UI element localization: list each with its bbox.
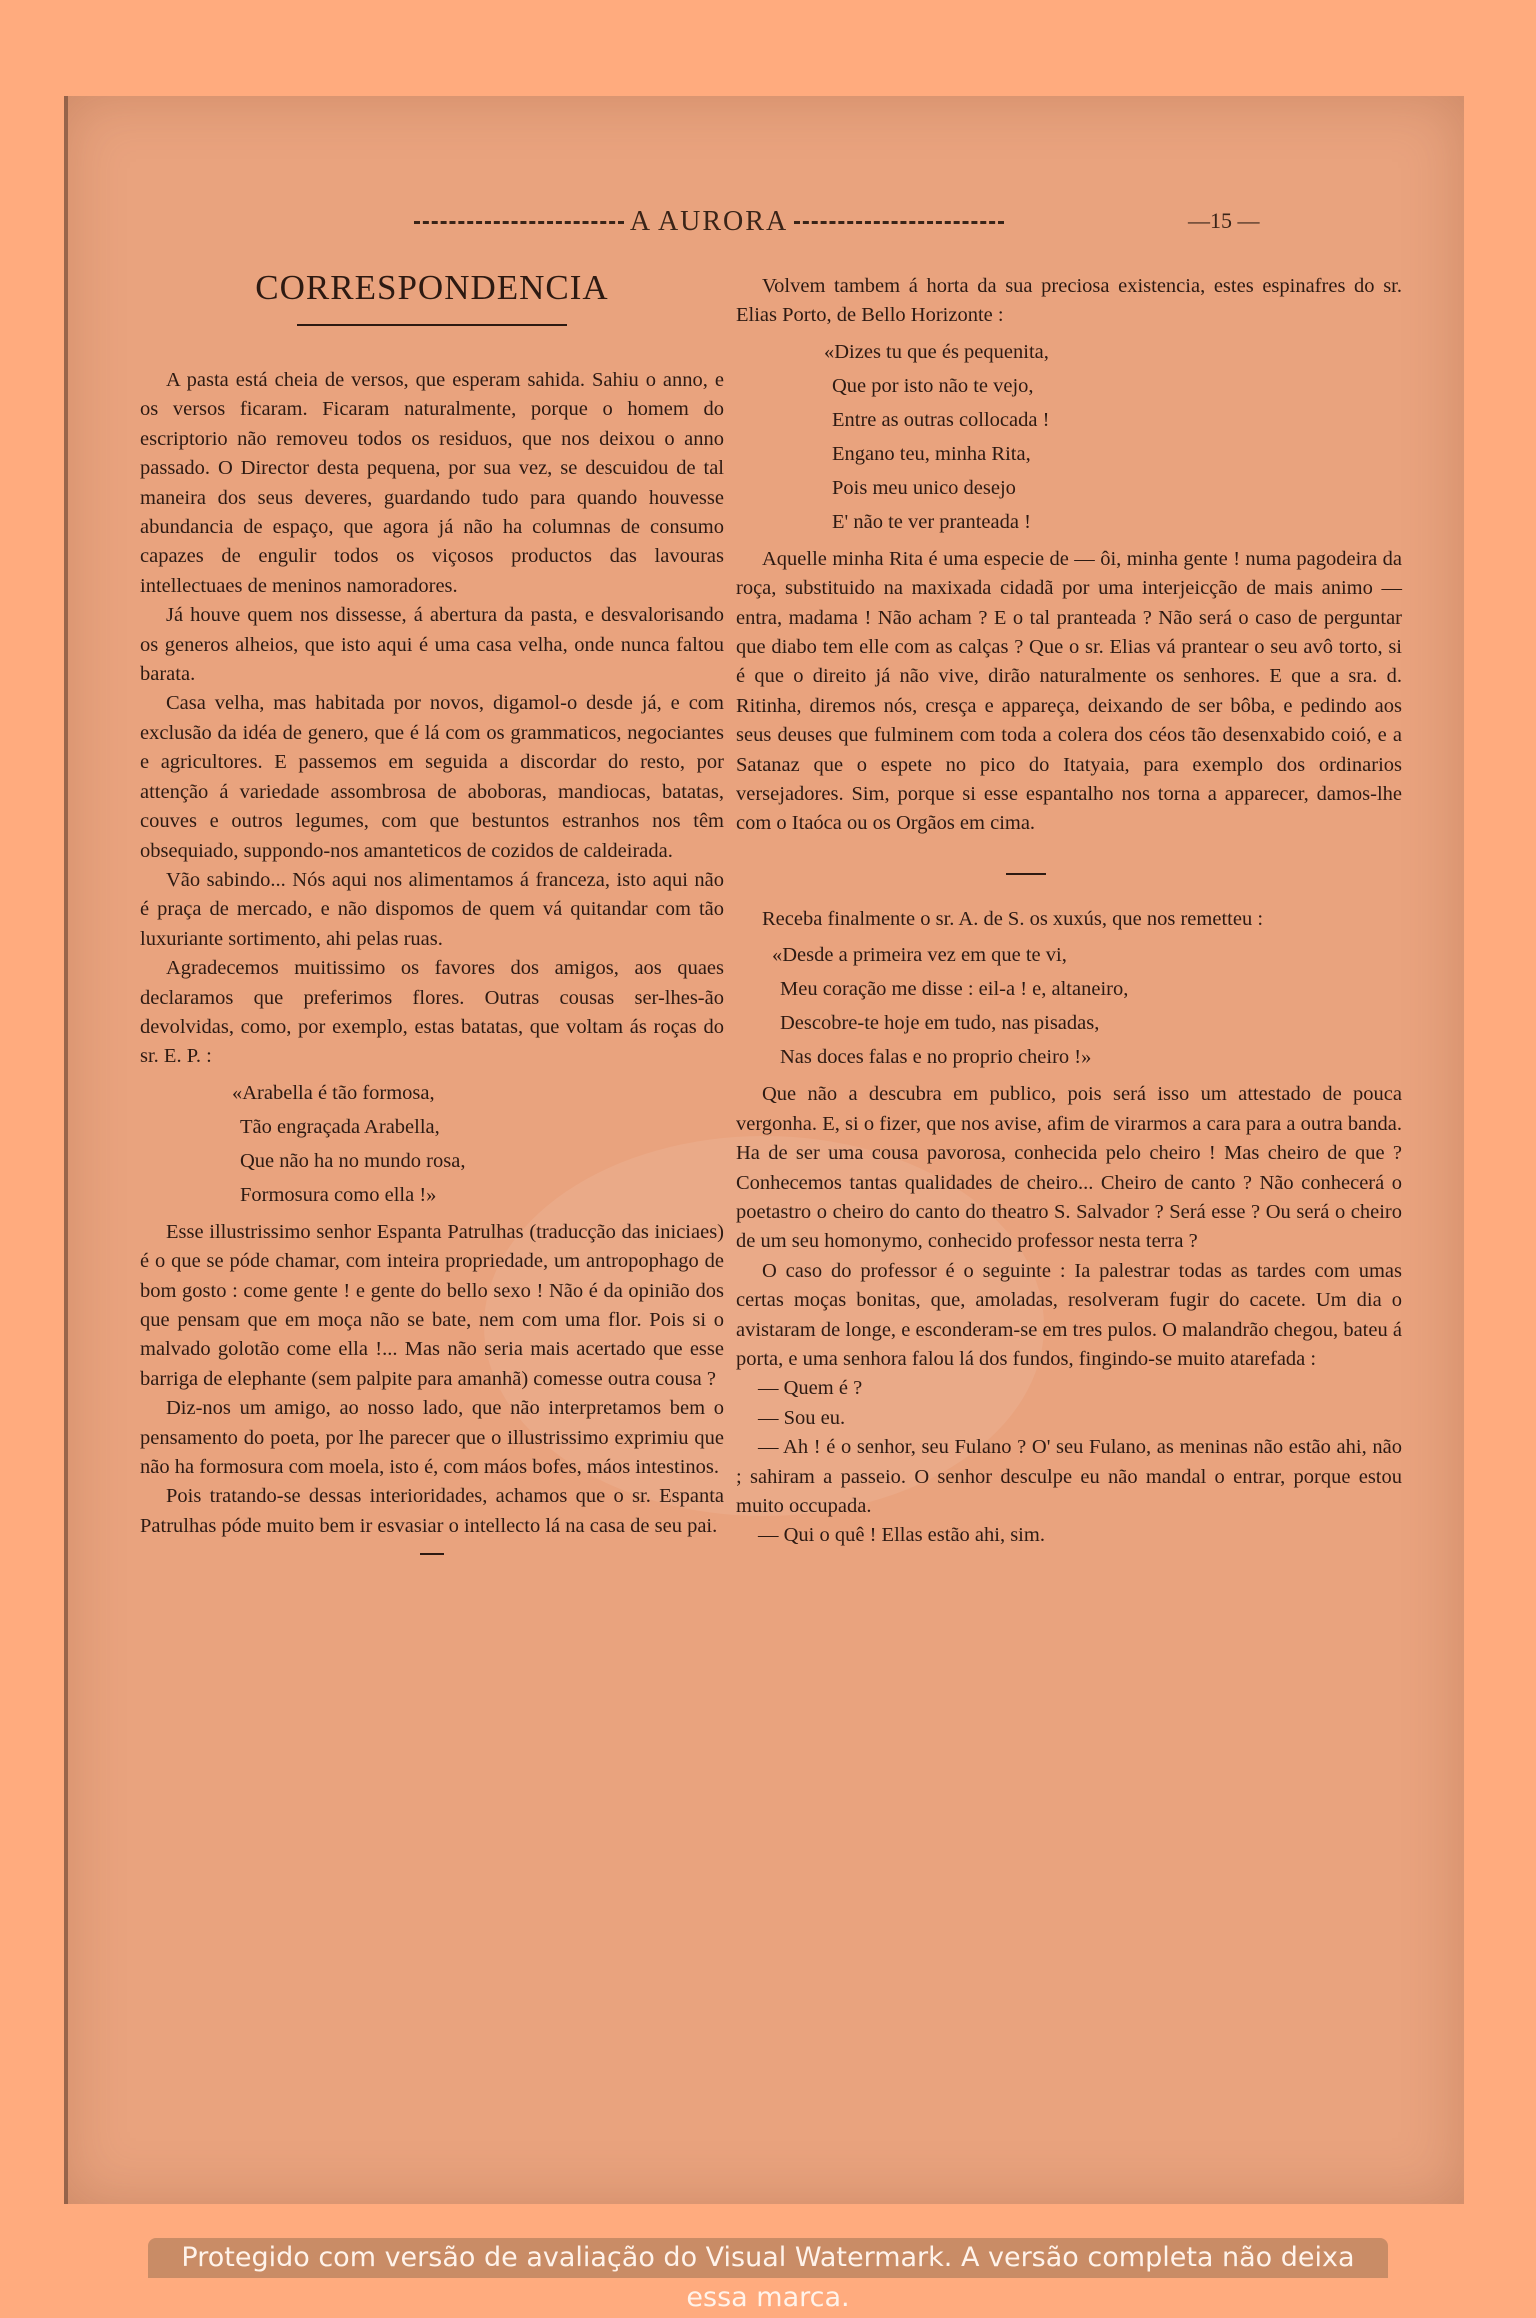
verse-line: Que não ha no mundo rosa, — [240, 1149, 466, 1172]
paragraph: Pois tratando-se dessas interioridades, achamos que o sr. Espanta Patrulhas póde muito bem ir esvasiar o intellecto lá na casa de seu pai. — [140, 1485, 724, 1537]
verse-line: «Arabella é tão formosa, — [232, 1081, 435, 1104]
newspaper-page — [64, 96, 1464, 2204]
verse-line: Descobre-te hoje em tudo, nas pisadas, — [780, 1012, 1100, 1035]
title-rule — [297, 324, 567, 326]
verse-line: Tão engraçada Arabella, — [240, 1115, 440, 1138]
watermark-banner: Protegido com versão de avaliação do Visual Watermark. A versão completa não deixa essa marca. — [148, 2238, 1388, 2278]
verse-line: Meu coração me disse : eil-a ! e, altaneiro, — [780, 978, 1129, 1001]
paragraph: Diz-nos um amigo, ao nosso lado, que não interpretamos bem o pensamento do poeta, por lhe parecer que o illustrissimo exprimiu que não ha formosura com moela, isto é, com máos bofes, máos intestinos. — [140, 1397, 724, 1478]
masthead-rule-right — [794, 221, 1004, 224]
verse-block — [232, 1076, 724, 1212]
right-column — [736, 272, 1402, 1551]
paragraph: Vão sabindo... Nós aqui nos alimentamos á franceza, isto aqui não é praça de mercado, e não dispomos de quem vá quitandar com tão luxuriante sortimento, ahi pelas ruas. — [140, 868, 724, 950]
paragraph: Volvem tambem á horta da sua preciosa existencia, estes espinafres do sr. Elias Porto, de Bello Horizonte : — [736, 275, 1402, 327]
paragraph: Esse illustrissimo senhor Espanta Patrulhas (traducção das iniciaes) é o que se póde chamar, com inteira propriedade, um antropophago de bom gosto : come gente ! e gente do bello sexo ! Não é da opinião dos que pensam que em moça não se bate, nem com uma flor. Pois si o malvado golotão come ella !... Mas não seria mais acertado que esse barriga de elephante (sem palpite para amanhã) comesse outra cousa ? — [140, 1220, 724, 1390]
masthead-rule-left — [414, 221, 624, 224]
masthead — [414, 206, 1004, 238]
verse-line: «Desde a primeira vez em que te vi, — [772, 944, 1067, 967]
paragraph: Aquelle minha Rita é uma especie de — ôi, minha gente ! numa pagodeira da roça, substituido na maxixada cidadã por uma interjeicção de mais animo —entra, madama ! Não acham ? E o tal pranteada ? Não será o caso de perguntar que diabo tem elle com as calças ? Que o sr. Elias vá prantear o seu avô torto, si é que o direito já não vive, dirão naturalmente os senhores. E que a sra. d. Ritinha, diremos nós, cresça e appareça, deixando de ser bôba, e pedindo aos seus deuses que fulminem com toda a colera dos céos tão desenxabido coió, e a Satanaz que o espete no pico do Itatyaia, para exemplo dos ordinarios versejadores. Sim, porque si esse espantalho nos torna a apparecer, damos-lhe com o Itaóca ou os Orgãos em cima. — [736, 547, 1402, 835]
verse-line: Nas doces falas e no proprio cheiro !» — [780, 1046, 1092, 1069]
dialog-line: — Sou eu. — [758, 1406, 846, 1429]
dialog-line: — Quem é ? — [758, 1377, 863, 1400]
verse-block — [824, 335, 1402, 539]
dialog-line: — Qui o quê ! Ellas estão ahi, sim. — [758, 1524, 1045, 1547]
paragraph: Casa velha, mas habitada por novos, digamol-o desde já, e com exclusão da idéa de genero, que é lá com os grammaticos, negociantes e agricultores. E passemos em seguida a discordar do resto, por attenção á variedade assombrosa de aboboras, mandiocas, batatas, couves e outros legumes, com que bestuntos estranhos nos têm obsequiado, suppondo-nos amanteticos de cozidos de caldeirada. — [140, 692, 724, 862]
verse-block — [772, 938, 1402, 1074]
verse-line: «Dizes tu que és pequenita, — [824, 340, 1049, 363]
masthead-title: A AURORA — [629, 206, 789, 237]
verse-line: E' não te ver pranteada ! — [832, 510, 1031, 533]
verse-line: Entre as outras collocada ! — [832, 408, 1050, 431]
verse-line: Formosura como ella !» — [240, 1183, 437, 1206]
page-header — [64, 206, 1464, 246]
page-number: —15 — — [1188, 208, 1260, 233]
dialog-line: — Ah ! é o senhor, seu Fulano ? O' seu Fulano, as meninas não estão ahi, não ; sahiram a passeio. O senhor desculpe eu não mandal o entrar, porque estou muito occupada. — [736, 1436, 1402, 1517]
verse-line: Engano teu, minha Rita, — [832, 442, 1031, 465]
paragraph: Que não a descubra em publico, pois será isso um attestado de pouca vergonha. E, si o fizer, que nos avise, afim de virarmos a cara para a outra banda. Ha de ser uma cousa pavorosa, conhecida pelo cheiro ! Mas cheiro de que ? Conhecemos tantas qualidades de cheiro... Cheiro de canto ? Não conhecerá o poetastro o cheiro do canto do theatro S. Salvador ? Será esse ? Ou será o cheiro de um seu homonymo, conhecido professor nesta terra ? — [736, 1083, 1402, 1253]
paragraph: Já houve quem nos dissesse, á abertura da pasta, e desvalorisando os generos alheios, que isto aqui é uma casa velha, onde nunca faltou barata. — [140, 604, 724, 686]
left-column — [140, 266, 724, 1555]
paragraph: Receba finalmente o sr. A. de S. os xuxús, que nos remetteu : — [762, 907, 1264, 930]
verse-line: Que por isto não te vejo, — [832, 374, 1034, 397]
paragraph: O caso do professor é o seguinte : Ia palestrar todas as tardes com umas certas moças bonitas, que, amoladas, resolveram fugir do cacete. Um dia o avistaram de longe, e esconderam-se em tres pulos. O malandrão chegou, bateu á porta, e uma senhora falou lá dos fundos, fingindo-se muito atarefada : — [736, 1259, 1402, 1370]
paragraph: A pasta está cheia de versos, que esperam sahida. Sahiu o anno, e os versos ficaram. Ficaram naturalmente, porque o homem do escriptorio não removeu todos os residuos, que nos deixou o anno passado. O Director desta pequena, por sua vez, se descuidou de tal maneira dos seus deveres, guardando tudo para quando houvesse abundancia de espaço, que agora já não ha columnas de consumo capazes de engulir todos os viçosos productos das lavouras intellectuaes de meninos namoradores. — [140, 369, 724, 597]
paragraph: Agradecemos muitissimo os favores dos amigos, aos quaes declaramos que preferimos flores. Outras cousas ser-lhes-ão devolvidas, como, por exemplo, estas batatas, que voltam ás roças do sr. E. P. : — [140, 957, 724, 1068]
end-divider — [420, 1553, 444, 1555]
section-title: CORRESPONDENCIA — [255, 268, 609, 307]
verse-line: Pois meu unico desejo — [832, 476, 1016, 499]
section-divider — [1006, 873, 1046, 875]
